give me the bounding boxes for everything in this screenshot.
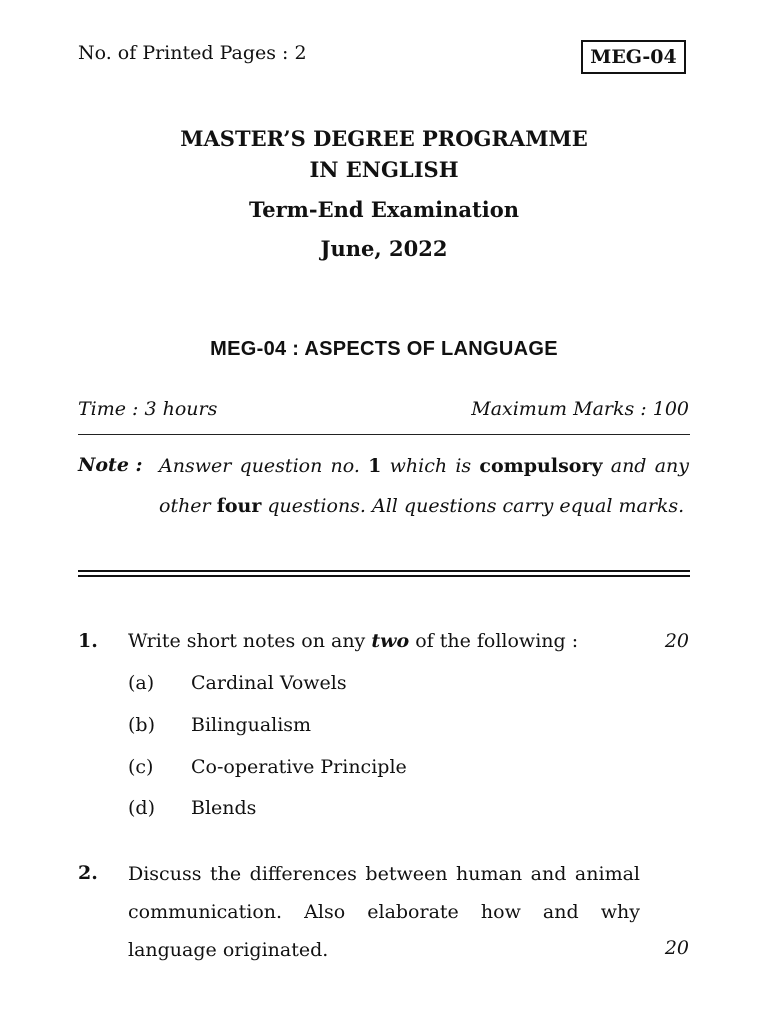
- question-1-text: [128, 630, 578, 652]
- exam-date: June, 2022: [320, 236, 448, 261]
- exam-title: Term-End Examination: [248, 197, 519, 222]
- note-compulsory: compulsory: [479, 455, 603, 477]
- note-part4: questions. All questions carry equal marks.: [261, 495, 685, 517]
- double-divider-line: [78, 570, 690, 577]
- note-part2: which is: [381, 455, 480, 477]
- subpart-label: (c): [128, 756, 154, 778]
- subpart-text: Blends: [191, 797, 257, 819]
- course-code-box: MEG-04: [581, 40, 686, 74]
- question-1-text-before: Write short notes on any: [128, 630, 372, 652]
- question-1-emphasis: two: [371, 630, 410, 652]
- question-1-number: 1.: [78, 630, 98, 652]
- programme-title-line1: MASTER’S DEGREE PROGRAMME: [180, 126, 588, 151]
- subpart-label: (b): [128, 714, 155, 736]
- subpart-label: (a): [128, 672, 155, 694]
- subpart-text: Cardinal Vowels: [191, 672, 347, 694]
- note-question-number: 1: [368, 455, 382, 477]
- note-part1: Answer question no.: [159, 455, 369, 477]
- programme-title-line2: IN ENGLISH: [309, 157, 459, 182]
- course-title: MEG-04 : ASPECTS OF LANGUAGE: [210, 338, 558, 360]
- maximum-marks: Maximum Marks : 100: [471, 398, 689, 420]
- question-2-number: 2.: [78, 862, 98, 884]
- question-1-text-after: of the following :: [409, 630, 579, 652]
- subpart-text: Bilingualism: [191, 714, 312, 736]
- printed-pages-count: No. of Printed Pages : 2: [78, 42, 307, 64]
- question-2-marks: 20: [664, 937, 689, 959]
- note-text: [159, 446, 689, 526]
- question-1-marks: 20: [664, 630, 689, 652]
- divider-line: [78, 434, 690, 435]
- question-2-text: Discuss the differences between human and animal communication. Also elaborate how and why language originated.: [128, 863, 640, 961]
- subpart-text: Co-operative Principle: [191, 756, 407, 778]
- note-label: Note :: [78, 454, 143, 476]
- note-part3: and any other: [159, 455, 689, 517]
- time-allowed: Time : 3 hours: [78, 398, 218, 420]
- note-four: four: [216, 495, 262, 517]
- subpart-label: (d): [128, 797, 155, 819]
